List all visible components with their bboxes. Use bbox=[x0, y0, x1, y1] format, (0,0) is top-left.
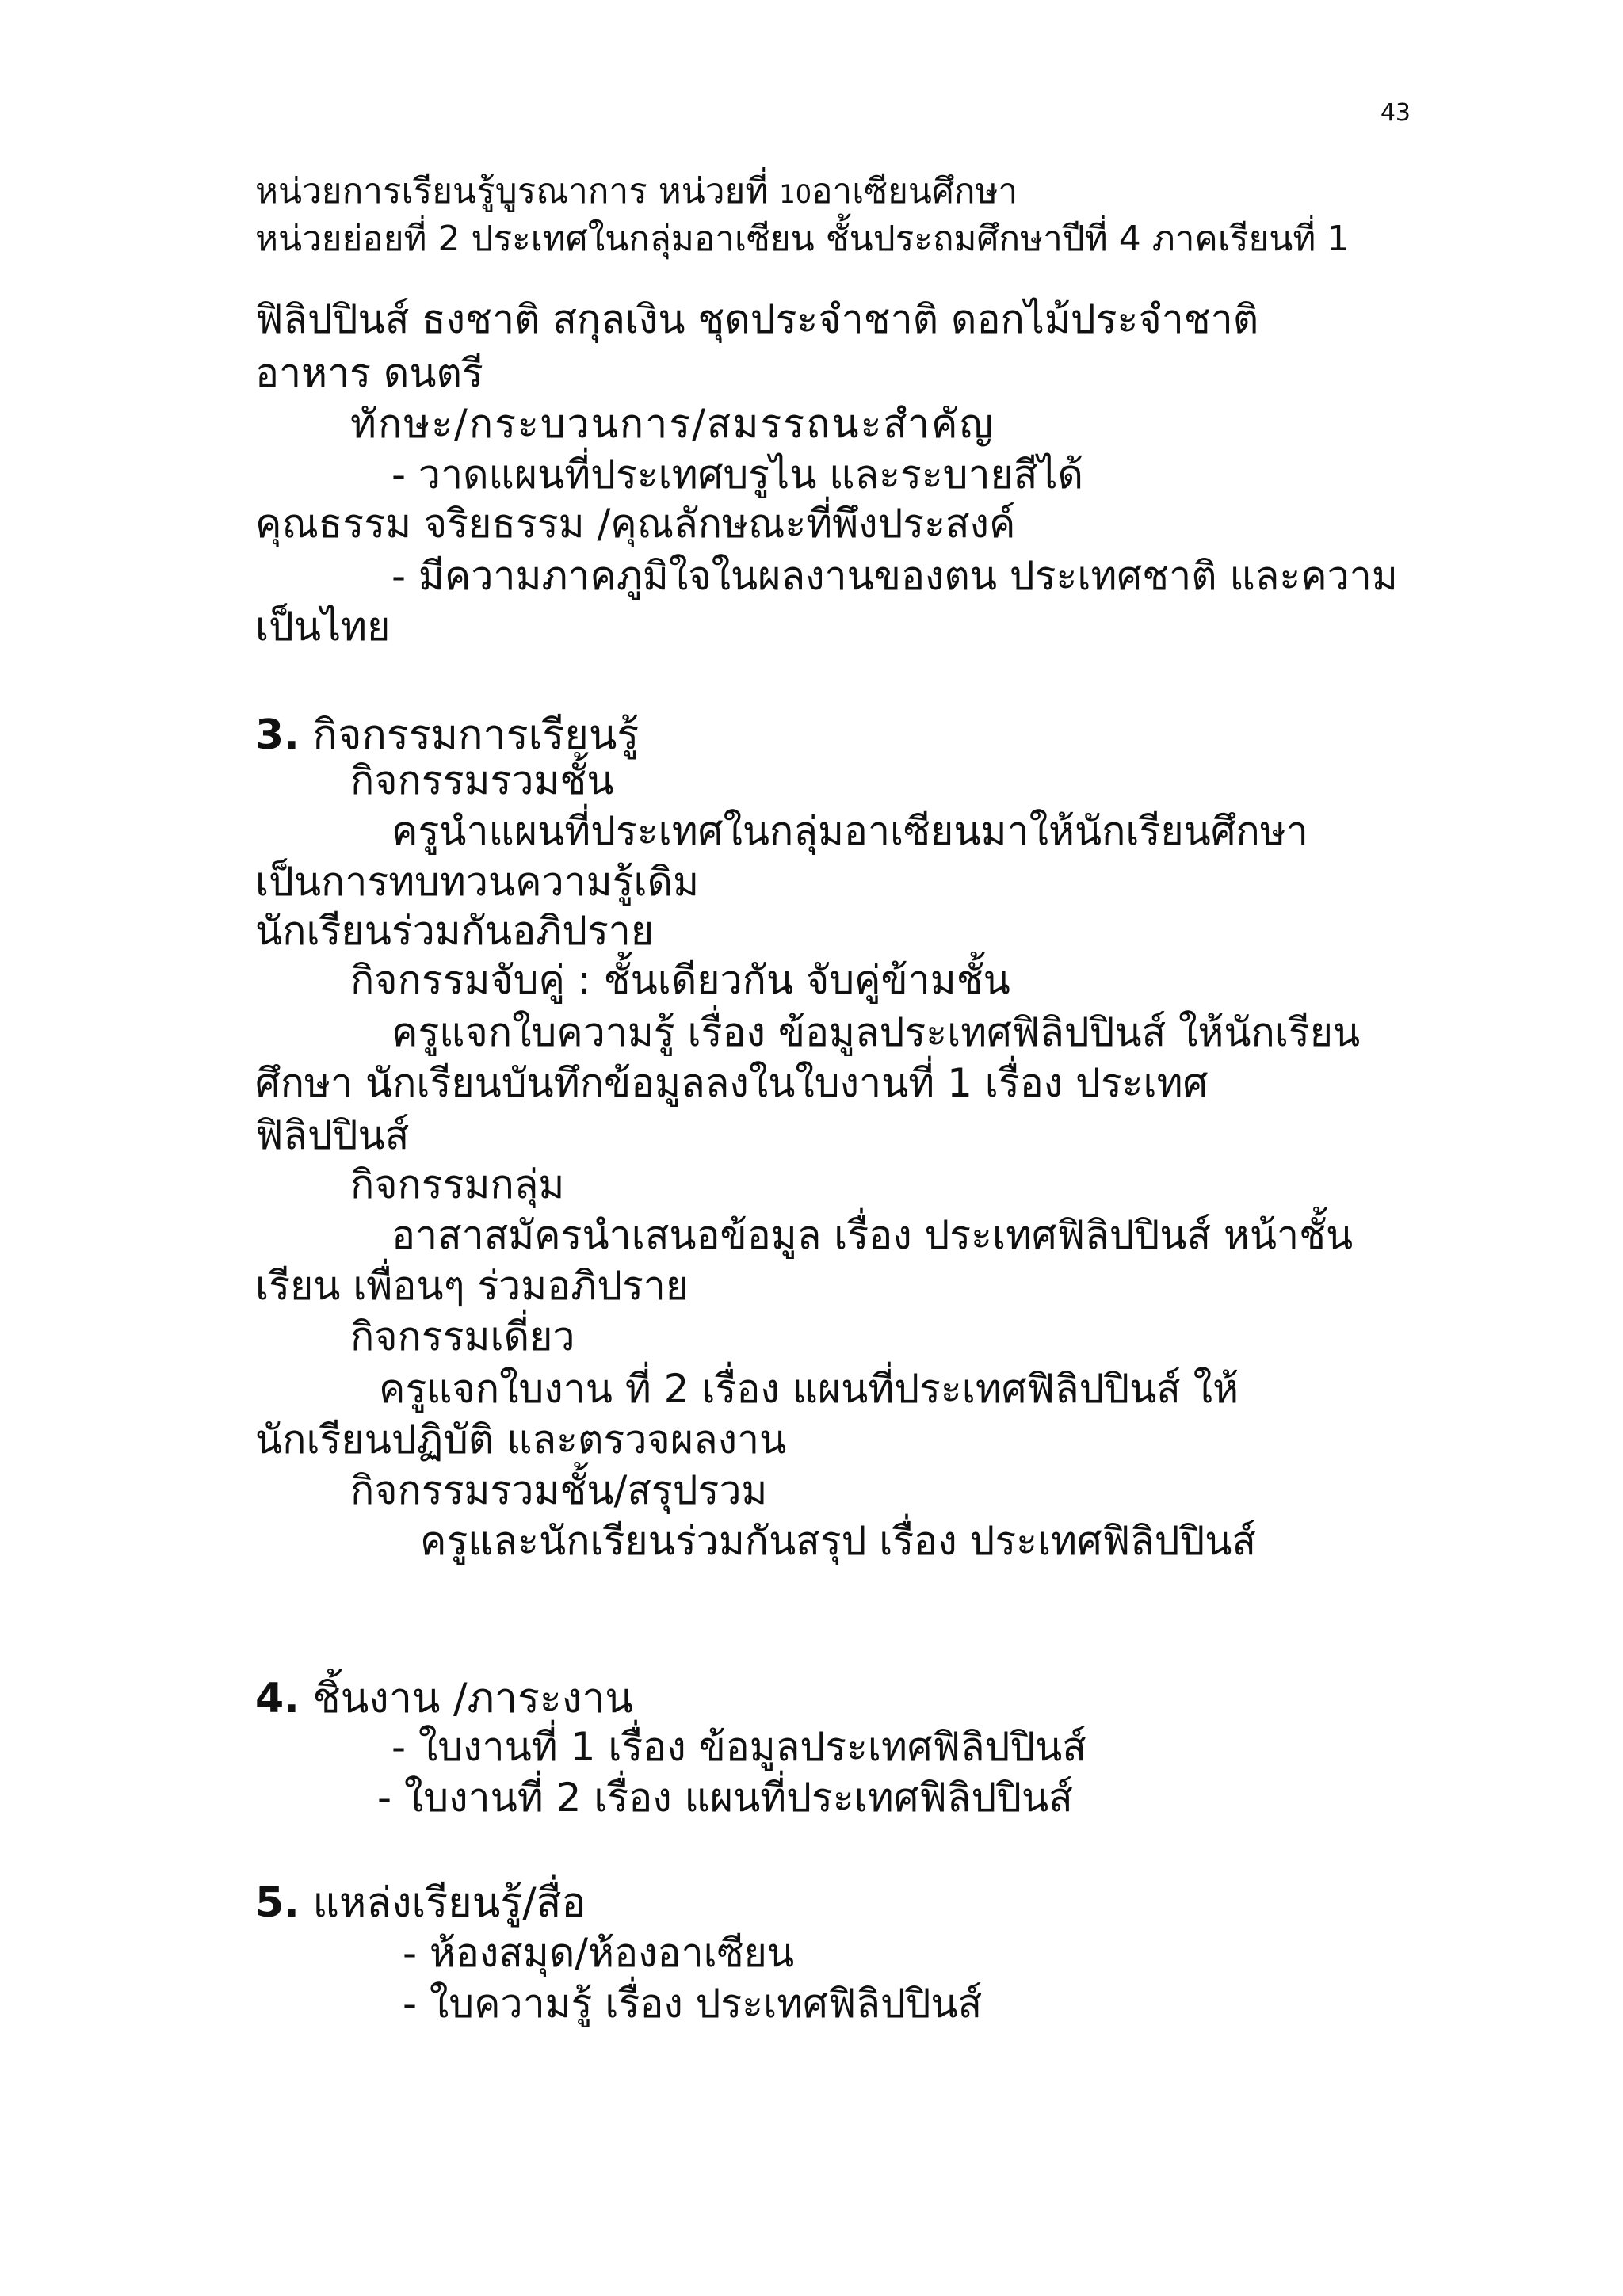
activity-line: ครูแจกใบความรู้ เรื่อง ข้อมูลประเทศฟิลิปปินส์ ให้นักเรียน bbox=[391, 1009, 1361, 1055]
activity-heading: กิจกรรมจับคู่ : ชั้นเดียวกัน จับคู่ข้ามชั้น bbox=[350, 957, 1010, 1003]
section-4-title: ชิ้นงาน /ภาระงาน bbox=[312, 1675, 633, 1722]
content-line: - วาดแผนที่ประเทศบรูไน และระบายสีได้ bbox=[391, 452, 1083, 498]
activity-line: นักเรียนร่วมกันอภิปราย bbox=[255, 908, 655, 954]
activity-heading: กิจกรรมรวมชั้น bbox=[350, 757, 614, 803]
header-line-1 bbox=[255, 171, 1018, 212]
section-3-number: 3. bbox=[255, 711, 300, 759]
content-heading: ทักษะ/กระบวนการ/สมรรถนะสำคัญ bbox=[350, 401, 995, 447]
activity-line: ครูแจกใบงาน ที่ 2 เรื่อง แผนที่ประเทศฟิลิปปินส์ ให้ bbox=[379, 1366, 1239, 1412]
resource-item: - ใบความรู้ เรื่อง ประเทศฟิลิปปินส์ bbox=[403, 1981, 983, 2027]
header-unit-label: หน่วยการเรียนรู้บูรณาการ หน่วยที่ bbox=[255, 171, 769, 212]
activity-line: ศึกษา นักเรียนบันทึกข้อมูลลงในใบงานที่ 1 เรื่อง ประเทศ bbox=[255, 1060, 1209, 1106]
content-line: เป็นไทย bbox=[255, 604, 391, 650]
activity-line: ฟิลิปปินส์ bbox=[255, 1112, 410, 1158]
activity-line: เรียน เพื่อนๆ ร่วมอภิปราย bbox=[255, 1263, 689, 1309]
activity-line: ครูและนักเรียนร่วมกันสรุป เรื่อง ประเทศฟิลิปปินส์ bbox=[420, 1518, 1256, 1564]
page-number: 43 bbox=[1380, 99, 1411, 127]
resource-item: - ห้องสมุด/ห้องอาเซียน bbox=[403, 1930, 795, 1976]
header-unit-number: 10 bbox=[779, 179, 812, 209]
section-3-title: กิจกรรมการเรียนรู้ bbox=[312, 711, 640, 759]
workpiece-item: - ใบงานที่ 2 เรื่อง แผนที่ประเทศฟิลิปปินส์ bbox=[377, 1775, 1073, 1821]
content-heading: คุณธรรม จริยธรรม /คุณลักษณะที่พึงประสงค์ bbox=[255, 501, 1016, 547]
activity-line: อาสาสมัครนำเสนอข้อมูล เรื่อง ประเทศฟิลิปปินส์ หน้าชั้น bbox=[391, 1212, 1354, 1258]
header-unit-title: อาเซียนศึกษา bbox=[812, 171, 1018, 212]
section-5-heading bbox=[255, 1879, 586, 1927]
content-line: ฟิลิปปินส์ ธงชาติ สกุลเงิน ชุดประจำชาติ ดอกไม้ประจำชาติ bbox=[255, 296, 1259, 342]
content-line: อาหาร ดนตรี bbox=[255, 350, 483, 396]
section-4-heading bbox=[255, 1675, 633, 1722]
workpiece-item: - ใบงานที่ 1 เรื่อง ข้อมูลประเทศฟิลิปปินส์ bbox=[391, 1724, 1086, 1770]
activity-heading: กิจกรรมรวมชั้น/สรุปรวม bbox=[350, 1467, 768, 1513]
section-5-number: 5. bbox=[255, 1879, 300, 1927]
activity-line: เป็นการทบทวนความรู้เดิม bbox=[255, 859, 700, 905]
activity-line: ครูนำแผนที่ประเทศในกลุ่มอาเซียนมาให้นักเรียนศึกษา bbox=[391, 808, 1308, 854]
section-5-title: แหล่งเรียนรู้/สื่อ bbox=[312, 1879, 586, 1927]
header-line-2: หน่วยย่อยที่ 2 ประเทศในกลุ่มอาเซียน ชั้นประถมศึกษาปีที่ 4 ภาคเรียนที่ 1 bbox=[255, 219, 1350, 259]
activity-line: นักเรียนปฏิบัติ และตรวจผลงาน bbox=[255, 1417, 787, 1463]
activity-heading: กิจกรรมเดี่ยว bbox=[350, 1314, 575, 1360]
section-3-heading bbox=[255, 711, 640, 759]
activity-heading: กิจกรรมกลุ่ม bbox=[350, 1161, 565, 1207]
content-line: - มีความภาคภูมิใจในผลงานของตน ประเทศชาติ และความ bbox=[391, 553, 1398, 599]
section-4-number: 4. bbox=[255, 1675, 300, 1722]
